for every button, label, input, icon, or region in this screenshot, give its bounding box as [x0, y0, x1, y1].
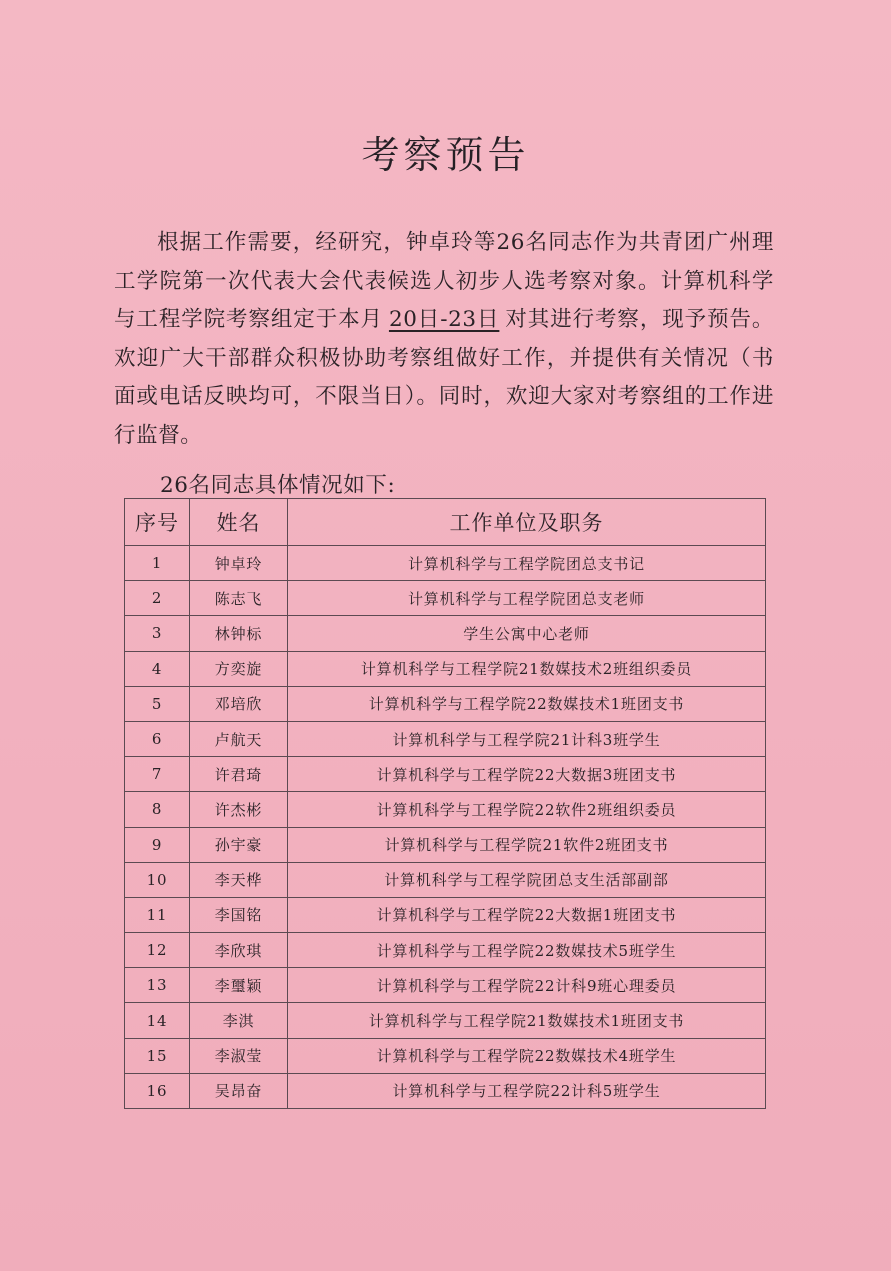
row-number: 2 [125, 581, 190, 616]
row-position: 计算机科学与工程学院22大数据1班团支书 [288, 897, 766, 932]
row-name: 陈志飞 [190, 581, 288, 616]
paragraph-part-2: 对其进行考察，现予预告。欢迎广大干部群众积极协助考察组做好工作，并提供有关情况（书面或电话反映均可，不限当日）。同时，欢迎大家对考察组的工作进行监督。 [114, 307, 775, 448]
row-number: 4 [125, 651, 190, 686]
row-number: 6 [125, 721, 190, 756]
table-row [125, 968, 766, 1003]
table-row [125, 757, 766, 792]
row-name: 许杰彬 [190, 792, 288, 827]
table-row [125, 1038, 766, 1073]
row-number: 5 [125, 686, 190, 721]
row-number: 8 [125, 792, 190, 827]
row-position: 计算机科学与工程学院22计科9班心理委员 [288, 968, 766, 1003]
row-position: 计算机科学与工程学院21数媒技术1班团支书 [288, 1003, 766, 1038]
table-intro: 26名同志具体情况如下: [160, 473, 396, 498]
table-row [125, 546, 766, 581]
table-row [125, 721, 766, 756]
row-name: 方奕旋 [190, 651, 288, 686]
row-position: 计算机科学与工程学院团总支生活部副部 [288, 862, 766, 897]
table-row [125, 827, 766, 862]
row-number: 14 [125, 1003, 190, 1038]
table-row [125, 897, 766, 932]
row-position: 计算机科学与工程学院22软件2班组织委员 [288, 792, 766, 827]
table-row [125, 792, 766, 827]
table-header-row [125, 499, 766, 546]
table-row [125, 1073, 766, 1108]
row-name: 许君琦 [190, 757, 288, 792]
row-position: 计算机科学与工程学院团总支老师 [288, 581, 766, 616]
table-row [125, 651, 766, 686]
row-name: 吴昂奋 [190, 1073, 288, 1108]
row-position: 计算机科学与工程学院21计科3班学生 [288, 721, 766, 756]
row-name: 林钟标 [190, 616, 288, 651]
row-name: 李璽颖 [190, 968, 288, 1003]
row-name: 李国铭 [190, 897, 288, 932]
row-name: 孙宇豪 [190, 827, 288, 862]
row-number: 9 [125, 827, 190, 862]
row-name: 钟卓玲 [190, 546, 288, 581]
document-title: 考察预告 [361, 133, 530, 177]
header-number: 序号 [125, 499, 190, 546]
row-number: 7 [125, 757, 190, 792]
row-number: 1 [125, 546, 190, 581]
header-position: 工作单位及职务 [288, 499, 766, 546]
row-number: 11 [125, 897, 190, 932]
row-position: 计算机科学与工程学院22数媒技术4班学生 [288, 1038, 766, 1073]
row-name: 李淇 [190, 1003, 288, 1038]
table-row [125, 616, 766, 651]
table-row [125, 686, 766, 721]
table-row [125, 1003, 766, 1038]
header-name: 姓名 [190, 499, 288, 546]
row-position: 计算机科学与工程学院21软件2班团支书 [288, 827, 766, 862]
row-position: 计算机科学与工程学院22数媒技术5班学生 [288, 933, 766, 968]
announcement-text [114, 224, 774, 456]
row-position: 计算机科学与工程学院团总支书记 [288, 546, 766, 581]
candidates-table [124, 498, 766, 1109]
row-name: 卢航天 [190, 721, 288, 756]
inspection-dates: 20日-23日 [388, 307, 500, 333]
row-number: 15 [125, 1038, 190, 1073]
row-number: 13 [125, 968, 190, 1003]
table-row [125, 933, 766, 968]
row-name: 李天桦 [190, 862, 288, 897]
paragraph-part-1: 根据工作需要，经研究，钟卓玲等26名同志作为共青团广州理工学院第一次代表大会代表候选人初步人选考察对象。计算机科学与工程学院考察组定于本月 [114, 230, 774, 333]
row-number: 16 [125, 1073, 190, 1108]
row-position: 计算机科学与工程学院22计科5班学生 [288, 1073, 766, 1108]
table-row [125, 862, 766, 897]
row-name: 李欣琪 [190, 933, 288, 968]
row-number: 12 [125, 933, 190, 968]
row-position: 计算机科学与工程学院22大数据3班团支书 [288, 757, 766, 792]
announcement-paragraph [114, 224, 774, 456]
row-position: 计算机科学与工程学院22数媒技术1班团支书 [288, 686, 766, 721]
row-name: 邓培欣 [190, 686, 288, 721]
row-name: 李淑莹 [190, 1038, 288, 1073]
row-number: 10 [125, 862, 190, 897]
table-row [125, 581, 766, 616]
row-number: 3 [125, 616, 190, 651]
row-position: 学生公寓中心老师 [288, 616, 766, 651]
row-position: 计算机科学与工程学院21数媒技术2班组织委员 [288, 651, 766, 686]
